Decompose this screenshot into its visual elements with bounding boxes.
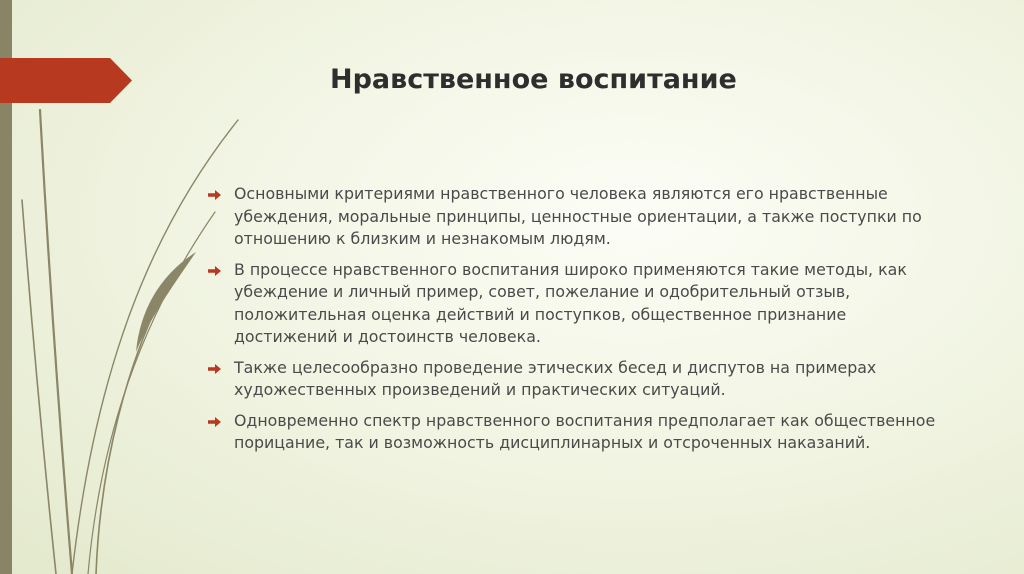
list-item: [208, 259, 948, 349]
arrow-right-icon: [208, 190, 221, 200]
bullet-text: Одновременно спектр нравственного воспитания предполагает как общественное порицание, так и возможность дисциплинарных и отсроченных наказаний.: [234, 410, 936, 452]
bullet-text: Основными критериями нравственного человека являются его нравственные убеждения, моральные принципы, ценностные ориентации, а также поступки по отношению к близким и незнакомым людям.: [234, 184, 922, 248]
page-title: Нравственное воспитание: [330, 64, 737, 95]
arrow-right-icon: [208, 364, 221, 374]
arrow-right-icon: [208, 266, 221, 276]
arrow-tab-icon: [0, 58, 132, 103]
list-item: [208, 357, 948, 402]
bullet-list: [208, 183, 948, 463]
bullet-text: В процессе нравственного воспитания широко применяются такие методы, как убеждение и личный пример, совет, пожелание и одобрительный отзыв, положительная оценка действий и поступков, общественное признание достижений и достоинств человека.: [234, 259, 907, 346]
arrow-right-icon: [208, 417, 221, 427]
list-item: [208, 410, 948, 455]
bullet-text: Также целесообразно проведение этических бесед и диспутов на примерах художественных произведений и практических ситуаций.: [234, 357, 877, 399]
list-item: [208, 183, 948, 251]
